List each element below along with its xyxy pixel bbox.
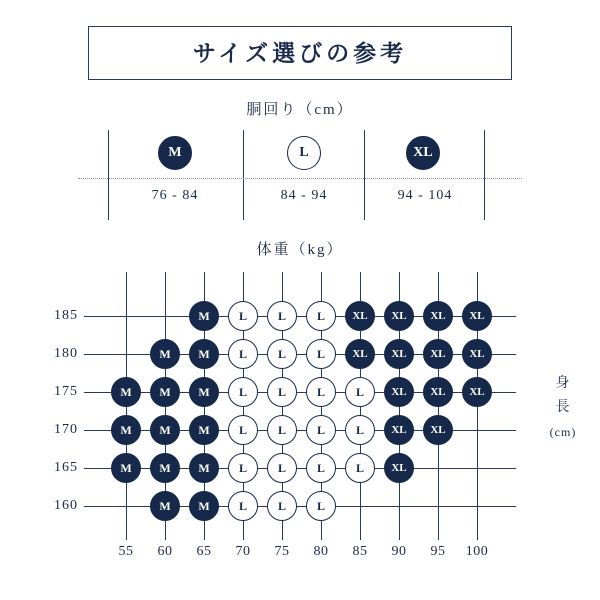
matrix-cell: XL — [423, 377, 453, 407]
x-tick-70: 70 — [235, 544, 251, 559]
matrix-cell: M — [189, 377, 219, 407]
waist-range-xl: 94 - 104 — [397, 188, 453, 203]
matrix-cell: L — [306, 339, 336, 369]
matrix-cell: M — [150, 453, 180, 483]
matrix-cell: L — [228, 301, 258, 331]
y-axis-title-line-2: 長 — [555, 400, 571, 415]
waist-divider-4 — [484, 130, 485, 220]
waist-size-badge-l: L — [287, 136, 321, 170]
matrix-cell: XL — [423, 301, 453, 331]
matrix-cell: L — [306, 377, 336, 407]
matrix-cell: L — [267, 339, 297, 369]
matrix-cell: M — [189, 491, 219, 521]
x-tick-55: 55 — [118, 544, 134, 559]
waist-divider-1 — [108, 130, 109, 220]
x-tick-65: 65 — [196, 544, 212, 559]
x-tick-60: 60 — [157, 544, 173, 559]
matrix-cell: L — [228, 453, 258, 483]
y-tick-165: 165 — [54, 460, 78, 475]
waist-dotted-baseline — [78, 178, 522, 179]
y-tick-175: 175 — [54, 384, 78, 399]
matrix-cell: XL — [462, 339, 492, 369]
matrix-cell: XL — [384, 453, 414, 483]
matrix-cell: L — [228, 377, 258, 407]
matrix-cell: L — [267, 453, 297, 483]
waist-divider-3 — [364, 130, 365, 220]
matrix-cell: M — [189, 301, 219, 331]
matrix-cell: L — [306, 453, 336, 483]
title-box — [88, 26, 512, 80]
waist-range-m: 76 - 84 — [151, 188, 199, 203]
matrix-cell: M — [150, 339, 180, 369]
waist-section — [0, 128, 600, 224]
y-axis-title-line-1: 身 — [555, 376, 571, 391]
y-tick-185: 185 — [54, 308, 78, 323]
x-tick-95: 95 — [430, 544, 446, 559]
matrix-cell: M — [189, 339, 219, 369]
matrix-cell: M — [111, 415, 141, 445]
matrix-cell: L — [345, 453, 375, 483]
size-matrix — [0, 270, 600, 570]
matrix-cell: M — [150, 377, 180, 407]
y-tick-180: 180 — [54, 346, 78, 361]
y-axis-unit: (cm) — [549, 425, 577, 439]
waist-section-heading: 胴回り（cm） — [246, 102, 354, 118]
weight-section-heading: 体重（kg） — [256, 242, 344, 258]
matrix-cell: L — [228, 491, 258, 521]
page-title: サイズ選びの参考 — [192, 41, 408, 66]
matrix-cell: L — [267, 377, 297, 407]
matrix-cell: M — [189, 415, 219, 445]
x-tick-80: 80 — [313, 544, 329, 559]
y-tick-170: 170 — [54, 422, 78, 437]
matrix-cell: XL — [345, 301, 375, 331]
matrix-cell: XL — [345, 339, 375, 369]
matrix-cell: M — [111, 453, 141, 483]
matrix-cell: L — [306, 415, 336, 445]
x-tick-90: 90 — [391, 544, 407, 559]
matrix-cell: L — [306, 491, 336, 521]
matrix-cell: XL — [384, 301, 414, 331]
matrix-cell: XL — [423, 339, 453, 369]
matrix-cell: XL — [384, 339, 414, 369]
x-tick-75: 75 — [274, 544, 290, 559]
matrix-cell: L — [228, 415, 258, 445]
gridline-row-165 — [84, 468, 516, 469]
matrix-cell: L — [228, 339, 258, 369]
matrix-cell: L — [267, 415, 297, 445]
waist-range-l: 84 - 94 — [280, 188, 328, 203]
x-tick-100: 100 — [465, 544, 489, 559]
matrix-cell: L — [306, 301, 336, 331]
x-tick-85: 85 — [352, 544, 368, 559]
y-axis-title — [540, 372, 586, 444]
matrix-cell: XL — [462, 301, 492, 331]
matrix-cell: M — [189, 453, 219, 483]
matrix-cell: M — [150, 415, 180, 445]
matrix-cell: XL — [384, 377, 414, 407]
waist-size-badge-xl: XL — [406, 136, 440, 170]
y-tick-160: 160 — [54, 498, 78, 513]
waist-size-badge-m: M — [158, 136, 192, 170]
matrix-cell: XL — [423, 415, 453, 445]
matrix-cell: M — [111, 377, 141, 407]
matrix-cell: L — [345, 377, 375, 407]
gridline-row-160 — [84, 506, 516, 507]
matrix-cell: L — [267, 301, 297, 331]
waist-divider-2 — [243, 130, 244, 220]
matrix-cell: XL — [462, 377, 492, 407]
matrix-cell: L — [345, 415, 375, 445]
matrix-cell: M — [150, 491, 180, 521]
matrix-cell: XL — [384, 415, 414, 445]
matrix-cell: L — [267, 491, 297, 521]
